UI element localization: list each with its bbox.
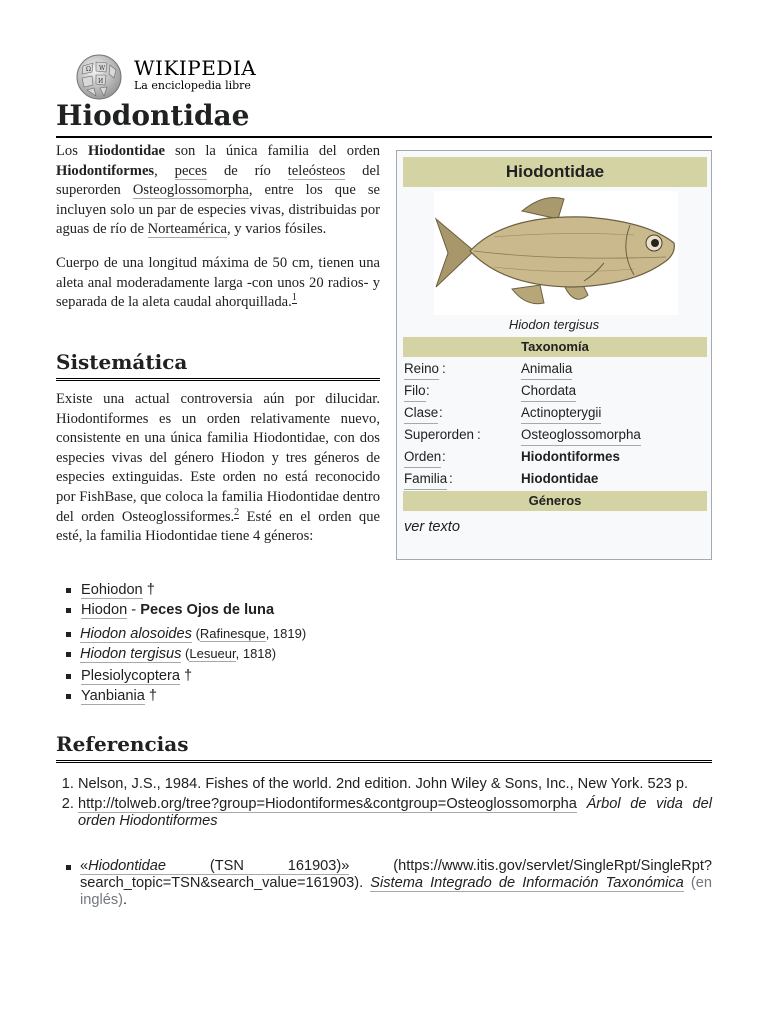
- ver-texto: ver texto: [404, 519, 460, 535]
- svg-text:И: И: [98, 78, 104, 85]
- species-group: [56, 624, 306, 664]
- wikipedia-tagline: La enciclopedia libre: [134, 79, 251, 92]
- section-heading-sistematica: Sistemática: [56, 348, 380, 381]
- fish-image: [434, 191, 678, 315]
- external-links-list: [56, 858, 712, 909]
- link-filo[interactable]: Filo: [404, 381, 426, 402]
- reference-item: 1. Nelson, J.S., 1984. Fishes of the world. 2nd edition. John Wiley & Sons, Inc., New York. 523 p.: [78, 776, 712, 793]
- description-paragraph: Cuerpo de una longitud máxima de 50 cm, tienen una aleta anal moderadamente larga -con unos 20 radios- y separada de la aleta caudal ahorquillada.$^1$: [56, 255, 380, 311]
- taxobox-row-reino: Reino : Animalia: [404, 359, 708, 379]
- section-heading-referencias: Referencias: [56, 730, 712, 763]
- list-item: Hiodon - Peces Ojos de luna: [56, 600, 306, 620]
- link-osteoglossomorpha[interactable]: Osteoglossomorpha: [132, 182, 249, 199]
- taxobox-row-orden: Orden : Hiodontiformes: [404, 447, 708, 467]
- itis-link[interactable]: «Hiodontidae (TSN 161903)»: [80, 858, 350, 874]
- link-plesiolycoptera[interactable]: Plesiolycoptera: [81, 668, 180, 684]
- wikipedia-wordmark: WIKIPEDIA: [134, 56, 257, 80]
- wikipedia-globe-icon: [74, 54, 124, 100]
- list-item: Yanbiania †: [56, 686, 306, 706]
- wikipedia-logo[interactable]: [74, 52, 274, 98]
- references-list: [56, 776, 712, 833]
- taxobox-title: Hiodontidae: [403, 157, 707, 187]
- species-list: [56, 624, 306, 664]
- taxobox-row-superorden: Superorden : Osteoglossomorpha: [404, 425, 708, 445]
- link-hiodon[interactable]: Hiodon: [81, 602, 128, 618]
- link-yanbiania[interactable]: Yanbiania: [81, 688, 145, 704]
- list-item: Hiodon alosoides (Rafinesque, 1819): [56, 624, 306, 644]
- fish-illustration[interactable]: [434, 191, 678, 315]
- taxonomy-header: Taxonomía: [403, 337, 707, 357]
- link-chordata[interactable]: Chordata: [521, 381, 576, 402]
- link-hiodon-tergisus[interactable]: Hiodon tergisus: [80, 646, 182, 662]
- list-item: Eohiodon †: [56, 580, 306, 600]
- reference-link[interactable]: 1: [291, 292, 297, 304]
- link-animalia[interactable]: Animalia: [521, 359, 572, 380]
- link-actinopterygii[interactable]: Actinopterygii: [521, 403, 601, 424]
- reference-link[interactable]: 2: [234, 506, 240, 518]
- link-familia[interactable]: Familia: [404, 469, 447, 490]
- link-eohiodon[interactable]: Eohiodon: [81, 582, 143, 598]
- sistematica-paragraph: Existe una actual controversia aún por dilucidar. Hiodontiformes es un orden relativamente nuevo, consistente en una única familia Hiodontidae, con dos especies vivas del género Hiodon y tres géneros de especies extinguidas. Este orden no está reconocido por FishBase, que coloca la familia Hiodontidae dentro del orden Osteoglossiformes.$^2$ Esté en el orden que esté, la familia Hiodontidae tiene 4 géneros:: [56, 391, 380, 545]
- svg-text:W: W: [99, 65, 106, 72]
- taxobox-row-clase: Clase : Actinopterygii: [404, 403, 708, 423]
- intro-paragraph: Los Hiodontidae son la única familia del orden Hiodontiformes, peces de río teleósteos del superorden Osteoglossomorpha, entre los que se incluyen solo un par de especies vivas, distribuidas por aguas de río de Norteamérica, y varios fósiles.: [56, 143, 381, 238]
- link-reino[interactable]: Reino: [404, 359, 439, 380]
- link-clase[interactable]: Clase: [404, 403, 438, 424]
- genera-list: [56, 580, 306, 706]
- link-lesueur[interactable]: Lesueur: [189, 646, 236, 661]
- link-teleosteos[interactable]: teleósteos: [287, 162, 346, 179]
- link-peces[interactable]: peces: [174, 162, 208, 179]
- link-osteoglossomorpha-box[interactable]: Osteoglossomorpha: [521, 425, 641, 446]
- external-link-item: «Hiodontidae (TSN 161903)» (https://www.itis.gov/servlet/SingleRpt/SingleRpt?search_topic=TSN&search_value=161903). Sistema Integrado de Información Taxonómica (en inglés).: [80, 858, 712, 908]
- taxobox: [396, 150, 712, 560]
- link-norteamerica[interactable]: Norteamérica: [147, 221, 227, 238]
- image-caption: Hiodon tergisus: [508, 317, 600, 332]
- page-title: Hiodontidae: [56, 96, 712, 138]
- link-rafinesque[interactable]: Rafinesque: [199, 626, 266, 641]
- reference-item: 2. http://tolweb.org/tree?group=Hiodontiformes&contgroup=Osteoglossomorpha Árbol de vida del orden Hiodontiformes: [78, 796, 712, 830]
- link-orden[interactable]: Orden: [404, 447, 441, 468]
- link-hiodon-alosoides[interactable]: Hiodon alosoides: [80, 626, 192, 642]
- svg-text:Ω: Ω: [86, 66, 91, 73]
- generos-header: Géneros: [403, 491, 707, 511]
- tolweb-link[interactable]: http://tolweb.org/tree?group=Hiodontiformes&contgroup=Osteoglossomorpha: [78, 796, 577, 812]
- itis-source-link[interactable]: Sistema Integrado de Información Taxonómica: [370, 875, 684, 891]
- taxobox-row-familia: Familia : Hiodontidae: [404, 469, 708, 489]
- taxobox-row-filo: Filo : Chordata: [404, 381, 708, 401]
- list-item: Plesiolycoptera †: [56, 666, 306, 686]
- list-item: Hiodon tergisus (Lesueur, 1818): [56, 644, 306, 664]
